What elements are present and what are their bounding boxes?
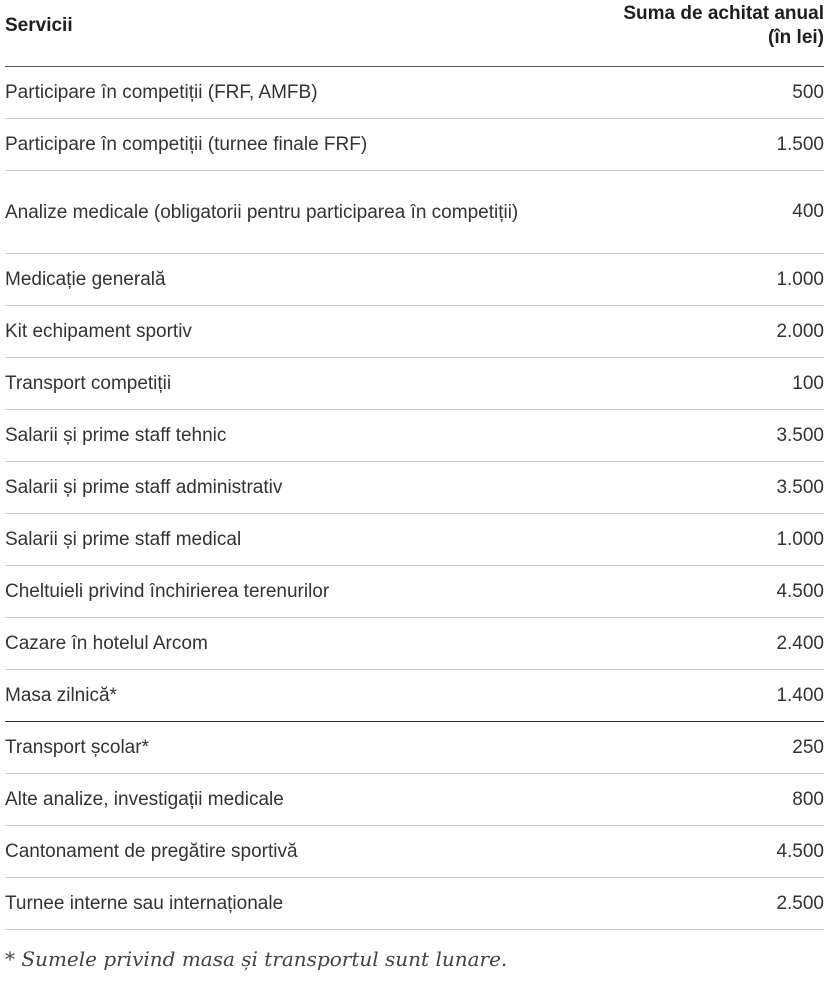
service-name: Salarii și prime staff tehnic bbox=[5, 425, 227, 446]
service-name: Alte analize, investigații medicale bbox=[5, 789, 284, 810]
table-row bbox=[5, 722, 824, 774]
table-row bbox=[5, 670, 824, 722]
service-name: Transport școlar* bbox=[5, 737, 149, 758]
service-amount: 800 bbox=[792, 788, 824, 810]
table-row bbox=[5, 171, 824, 254]
service-amount: 1.500 bbox=[776, 133, 824, 155]
service-name: Analize medicale (obligatorii pentru participarea în competiții) bbox=[5, 201, 519, 223]
service-amount: 400 bbox=[792, 201, 824, 222]
service-amount: 2.000 bbox=[776, 320, 824, 342]
table-row bbox=[5, 119, 824, 171]
service-amount: 3.500 bbox=[776, 476, 824, 498]
table-row bbox=[5, 774, 824, 826]
service-name: Cheltuieli privind închirierea terenurilor bbox=[5, 581, 330, 602]
service-amount: 250 bbox=[792, 736, 824, 758]
service-amount: 1.400 bbox=[776, 684, 824, 706]
service-amount: 2.500 bbox=[776, 892, 824, 914]
service-name: Medicație generală bbox=[5, 269, 166, 290]
service-name: Kit echipament sportiv bbox=[5, 321, 192, 342]
header-amount-line2: (în lei) bbox=[768, 27, 824, 48]
table-row bbox=[5, 358, 824, 410]
service-amount: 100 bbox=[792, 372, 824, 394]
service-amount: 2.400 bbox=[776, 632, 824, 654]
service-amount: 4.500 bbox=[776, 840, 824, 862]
service-name: Salarii și prime staff medical bbox=[5, 529, 242, 550]
table-row bbox=[5, 67, 824, 119]
table-row bbox=[5, 462, 824, 514]
table-row bbox=[5, 566, 824, 618]
service-name: Cantonament de pregătire sportivă bbox=[5, 841, 298, 862]
service-amount: 4.500 bbox=[776, 580, 824, 602]
header-service: Servicii bbox=[5, 15, 73, 36]
service-name: Salarii și prime staff administrativ bbox=[5, 477, 283, 498]
table-row bbox=[5, 826, 824, 878]
service-name: Masa zilnică* bbox=[5, 685, 117, 706]
table-row bbox=[5, 254, 824, 306]
table-row bbox=[5, 878, 824, 930]
service-name: Cazare în hotelul Arcom bbox=[5, 633, 208, 654]
footnote: * Sumele privind masa și transportul sunt lunare. bbox=[5, 947, 508, 971]
table-row bbox=[5, 618, 824, 670]
service-name: Participare în competiții (FRF, AMFB) bbox=[5, 82, 318, 103]
service-amount: 1.000 bbox=[776, 528, 824, 550]
service-amount: 500 bbox=[792, 81, 824, 103]
header-amount-line1: Suma de achitat anual bbox=[623, 3, 824, 24]
service-name: Participare în competiții (turnee finale FRF) bbox=[5, 134, 368, 155]
table-row bbox=[5, 514, 824, 566]
table-row bbox=[5, 306, 824, 358]
header-amount bbox=[623, 2, 824, 50]
service-name: Turnee interne sau internaționale bbox=[5, 893, 284, 914]
service-amount: 1.000 bbox=[776, 268, 824, 290]
table-header bbox=[5, 0, 824, 67]
fees-table bbox=[5, 0, 824, 930]
table-row bbox=[5, 410, 824, 462]
service-amount: 3.500 bbox=[776, 424, 824, 446]
service-name: Transport competiții bbox=[5, 373, 172, 394]
